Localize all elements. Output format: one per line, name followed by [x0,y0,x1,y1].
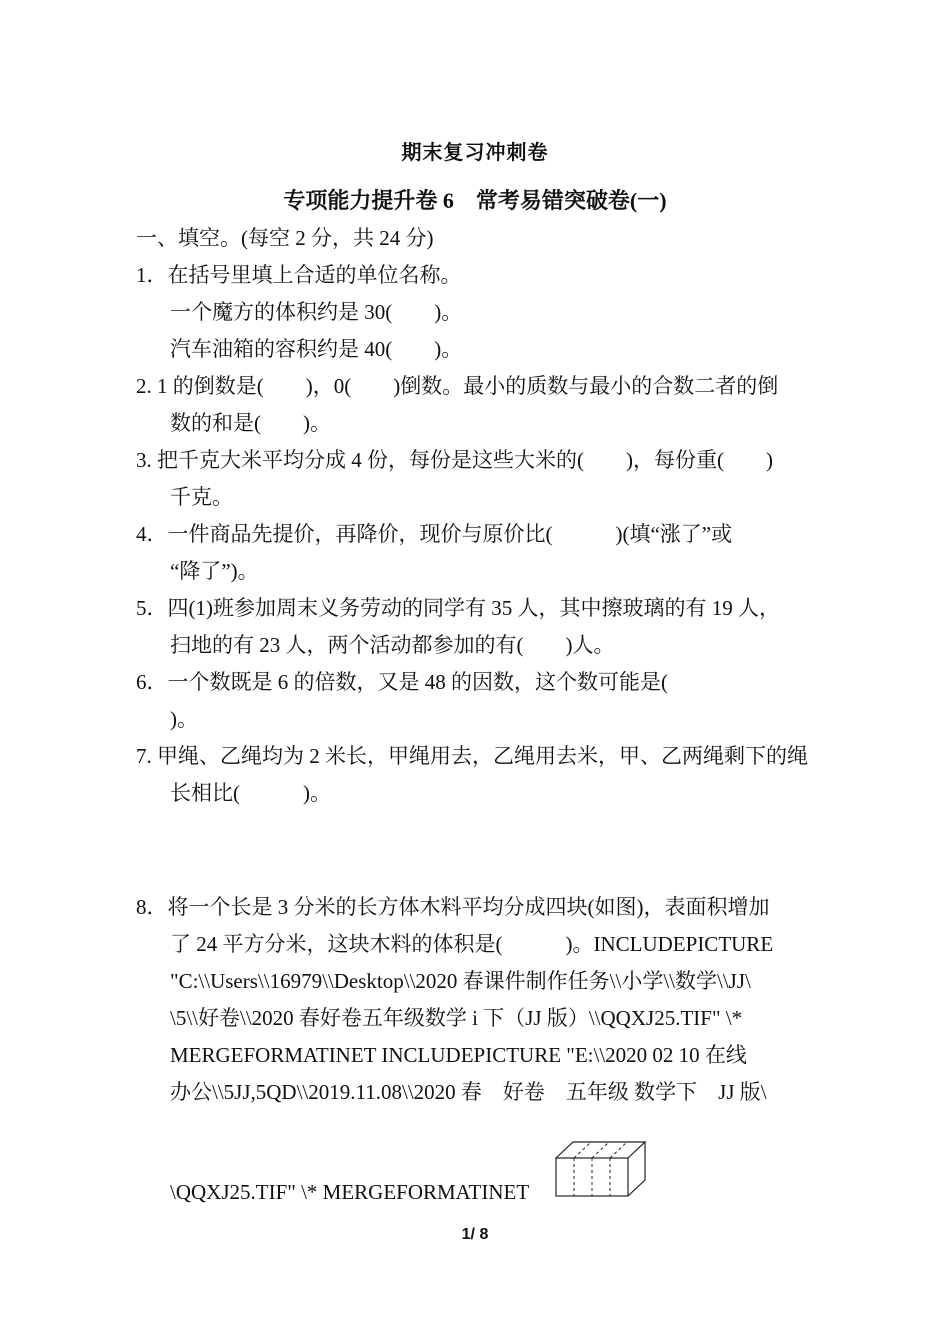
exam-title: 期末复习冲刺卷 [401,142,549,164]
question-1-a: 一个魔方的体积约是 30( )。 [170,300,463,324]
question-7-line-2: 长相比( )。 [170,781,331,805]
question-3-line-1: 3. 把千克大米平均分成 4 份，每份是这些大米的( )，每份重( ) [136,448,773,472]
question-6-line-2: )。 [170,707,198,731]
question-8-line-6: 办公\\5JJ,5QD\\2019.11.08\\2020 春 好卷 五年级 数学下 JJ 版\ [170,1080,767,1104]
question-5-line-1: 5．四(1)班参加周末义务劳动的同学有 35 人，其中擦玻璃的有 19 人， [136,596,780,620]
question-2-line-2: 数的和是( )。 [170,411,331,435]
question-4-line-1: 4．一件商品先提价，再降价，现价与原价比( )(填“涨了”或 [136,522,733,546]
question-8-line-7: \QQXJ25.TIF" \* MERGEFORMATINET [170,1180,530,1204]
question-1-stem: 1．在括号里填上合适的单位名称。 [136,263,462,287]
section-heading: 一、填空。(每空 2 分，共 24 分) [136,226,434,250]
question-8-line-1: 8．将一个长是 3 分米的长方体木料平均分成四块(如图)，表面积增加 [136,895,770,919]
question-2-line-1: 2. 1 的倒数是( )，0( )倒数。最小的质数与最小的合数二者的倒 [136,374,779,398]
question-3-line-2: 千克。 [170,485,233,509]
question-8-line-3: "C:\\Users\\16979\\Desktop\\2020 春课件制作任务\\小学\\数学\\JJ\ [170,969,751,993]
question-4-line-2: “降了”)。 [170,559,259,583]
question-8-line-4: \5\\好卷\\2020 春好卷五年级数学 i 下（JJ 版）\\QQXJ25.TIF" \* [170,1006,743,1030]
question-7-line-1: 7. 甲绳、乙绳均为 2 米长，甲绳用去，乙绳用去米，甲、乙两绳剩下的绳 [136,744,808,768]
question-8-line-5: MERGEFORMATINET INCLUDEPICTURE "E:\\2020 02 10 在线 [170,1043,747,1067]
question-1-b: 汽车油箱的容积约是 40( )。 [170,337,463,361]
question-5-line-2: 扫地的有 23 人，两个活动都参加的有( )人。 [170,633,615,657]
page-number: 1/ 8 [461,1226,489,1243]
question-8-line-2: 了 24 平方分米，这块木料的体积是( )。INCLUDEPICTURE [170,932,774,956]
cuboid-split-into-four-icon [553,1140,653,1205]
exam-subtitle: 专项能力提升卷 6 常考易错突破卷(一) [283,188,667,213]
question-6-line-1: 6．一个数既是 6 的倍数，又是 48 的因数，这个数可能是( [136,670,668,694]
